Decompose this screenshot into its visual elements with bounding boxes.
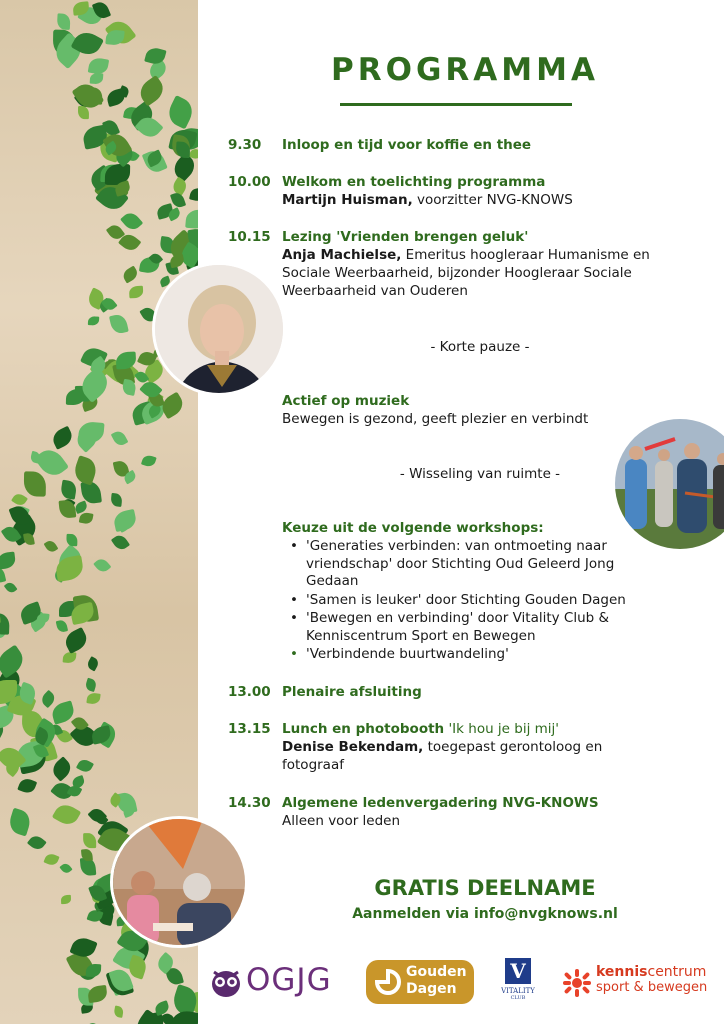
speaker-role: toegepast gerontoloog en	[423, 739, 603, 755]
vitality-v-mark: V	[505, 958, 531, 984]
ivy-leaf	[52, 801, 81, 829]
time-1300: 13.00	[228, 684, 271, 700]
speaker-name: Martijn Huisman,	[282, 192, 413, 208]
time-1315: 13.15	[228, 721, 271, 737]
ivy-leaf	[86, 963, 102, 977]
gouden-dagen-icon	[374, 968, 402, 996]
item-heading-welkom: Welkom en toelichting programma	[282, 174, 546, 190]
ivy-leaf	[27, 833, 47, 853]
ivy-leaf	[85, 656, 99, 671]
lunch-heading: Lunch en photobooth	[282, 721, 445, 737]
ivy-leaf	[36, 612, 49, 624]
ivy-leaf	[50, 426, 76, 451]
ivy-leaf	[17, 776, 37, 795]
ivy-leaf	[110, 492, 123, 507]
item-heading-lezing: Lezing 'Vrienden brengen geluk'	[282, 229, 529, 245]
sun-burst-icon	[562, 968, 592, 998]
ivy-leaf	[87, 984, 108, 1002]
ivy-leaf	[39, 689, 58, 708]
ivy-leaf	[135, 75, 168, 107]
page-title: PROGRAMMA	[331, 52, 599, 88]
ivy-leaf	[170, 1009, 198, 1024]
vitality-text: VITALITY	[501, 987, 535, 995]
ivy-leaf	[110, 429, 128, 448]
gouden-dagen-logo	[366, 960, 474, 1004]
title-underline	[340, 103, 572, 106]
list-item: • 'Verbindende buurtwandeling'	[296, 646, 686, 664]
ivy-leaf	[76, 758, 94, 775]
registration-email: Aanmelden via info@nvgknows.nl	[352, 906, 618, 922]
ivy-leaf	[84, 678, 97, 692]
speaker-portrait-photo	[152, 262, 286, 396]
ivy-leaf	[7, 808, 33, 837]
ivy-leaf	[43, 852, 59, 867]
ivy-leaf	[11, 491, 28, 507]
item-heading-workshops: Keuze uit de volgende workshops:	[282, 520, 544, 536]
ivy-leaf	[90, 72, 103, 84]
time-1015: 10.15	[228, 229, 271, 245]
ivy-leaf	[0, 552, 16, 570]
item-heading-alv: Algemene ledenvergadering NVG-KNOWS	[282, 795, 599, 811]
ivy-leaf	[49, 757, 75, 782]
ivy-leaf	[83, 833, 96, 848]
sport-bewegen-text: sport & bewegen	[596, 980, 708, 995]
ivy-leaf	[57, 13, 71, 30]
ivy-leaf	[93, 556, 112, 575]
room-switch-label: - Wisseling van ruimte -	[399, 466, 561, 482]
workshop-photo	[110, 816, 248, 948]
workshop-list	[296, 538, 686, 665]
speaker-role: Emeritus hoogleraar Humanisme en	[401, 247, 650, 263]
ivy-leaf	[121, 210, 144, 233]
item-heading-inloop: Inloop en tijd voor koffie en thee	[282, 137, 532, 153]
time-1000: 10.00	[228, 174, 271, 190]
ivy-leaf	[113, 1006, 124, 1018]
speaker-role: voorzitter NVG-KNOWS	[412, 192, 573, 208]
kenniscentrum-logo	[562, 964, 714, 1004]
speaker-role-line-3: Weerbaarheid van Ouderen	[282, 283, 468, 299]
item-text-actief: Bewegen is gezond, geeft plezier en verbindt	[282, 411, 589, 427]
free-entry-label: GRATIS DEELNAME	[374, 876, 596, 900]
item-heading-actief: Actief op muziek	[282, 393, 410, 409]
time-930: 9.30	[228, 137, 262, 153]
dagen-text: Dagen	[406, 981, 457, 997]
pause-label: - Korte pauze -	[430, 339, 530, 355]
ivy-leaf	[109, 313, 129, 336]
ivy-leaf	[72, 79, 105, 113]
ivy-leaf	[24, 471, 46, 497]
ivy-leaf	[71, 456, 99, 486]
time-1430: 14.30	[228, 795, 271, 811]
ivy-leaf	[170, 191, 187, 209]
ivy-leaf	[129, 285, 144, 298]
centrum-text: centrum	[647, 964, 707, 980]
ivy-leaf	[111, 532, 130, 552]
ivy-leaf	[86, 692, 101, 705]
lunch-quote: 'Ik hou je bij mij'	[444, 721, 560, 737]
item-heading-lunch	[282, 721, 559, 739]
list-item: • 'Samen is leuker' door Stichting Gouden Dagen	[296, 592, 686, 610]
ivy-leaf	[59, 862, 72, 876]
ivy-leaf	[169, 254, 185, 269]
item-heading-plenaire: Plenaire afsluiting	[282, 684, 422, 700]
list-item: • 'Bewegen en verbinding' door Vitality Club & Kenniscentrum Sport en Bewegen	[296, 610, 686, 645]
gouden-text: Gouden	[406, 964, 467, 980]
ogjg-text: OGJG	[246, 962, 332, 998]
speaker-line-bekendam	[282, 739, 602, 757]
speaker-name: Denise Bekendam,	[282, 739, 424, 755]
speaker-role-line-2: Sociale Weerbaarheid, bijzonder Hoogleraar Sociale	[282, 265, 632, 281]
ivy-leaf	[165, 96, 197, 130]
ivy-leaf	[82, 849, 94, 862]
speaker-line-huisman	[282, 192, 573, 210]
speaker-line-machielse	[282, 247, 650, 265]
ivy-leaf	[141, 453, 157, 468]
dancing-group-photo	[612, 416, 724, 552]
ivy-leaf	[43, 538, 58, 554]
speaker-name: Anja Machielse,	[282, 247, 402, 263]
speaker-role-line-2: fotograaf	[282, 757, 344, 773]
kennis-text: kennis	[596, 964, 648, 980]
owl-icon	[210, 966, 242, 998]
ivy-leaf	[4, 580, 18, 594]
list-item: • 'Generaties verbinden: van ontmoeting naar vriendschap' door Stichting Oud Geleerd Jong Gedaan	[296, 538, 686, 591]
ivy-leaf	[79, 512, 93, 525]
vitality-club-logo	[496, 958, 540, 1008]
ivy-leaf	[0, 613, 10, 635]
ivy-leaf	[189, 186, 198, 202]
ivy-leaf	[60, 479, 77, 499]
ivy-leaf	[121, 265, 140, 283]
ivy-leaf	[185, 209, 198, 229]
item-text-alv: Alleen voor leden	[282, 813, 401, 829]
ivy-leaf	[61, 895, 71, 904]
ivy-leaf	[62, 628, 90, 654]
ivy-leaf	[88, 315, 100, 325]
ogjg-logo	[210, 962, 350, 1000]
ivy-leaf	[55, 619, 68, 633]
vitality-club-text: CLUB	[510, 995, 526, 1001]
